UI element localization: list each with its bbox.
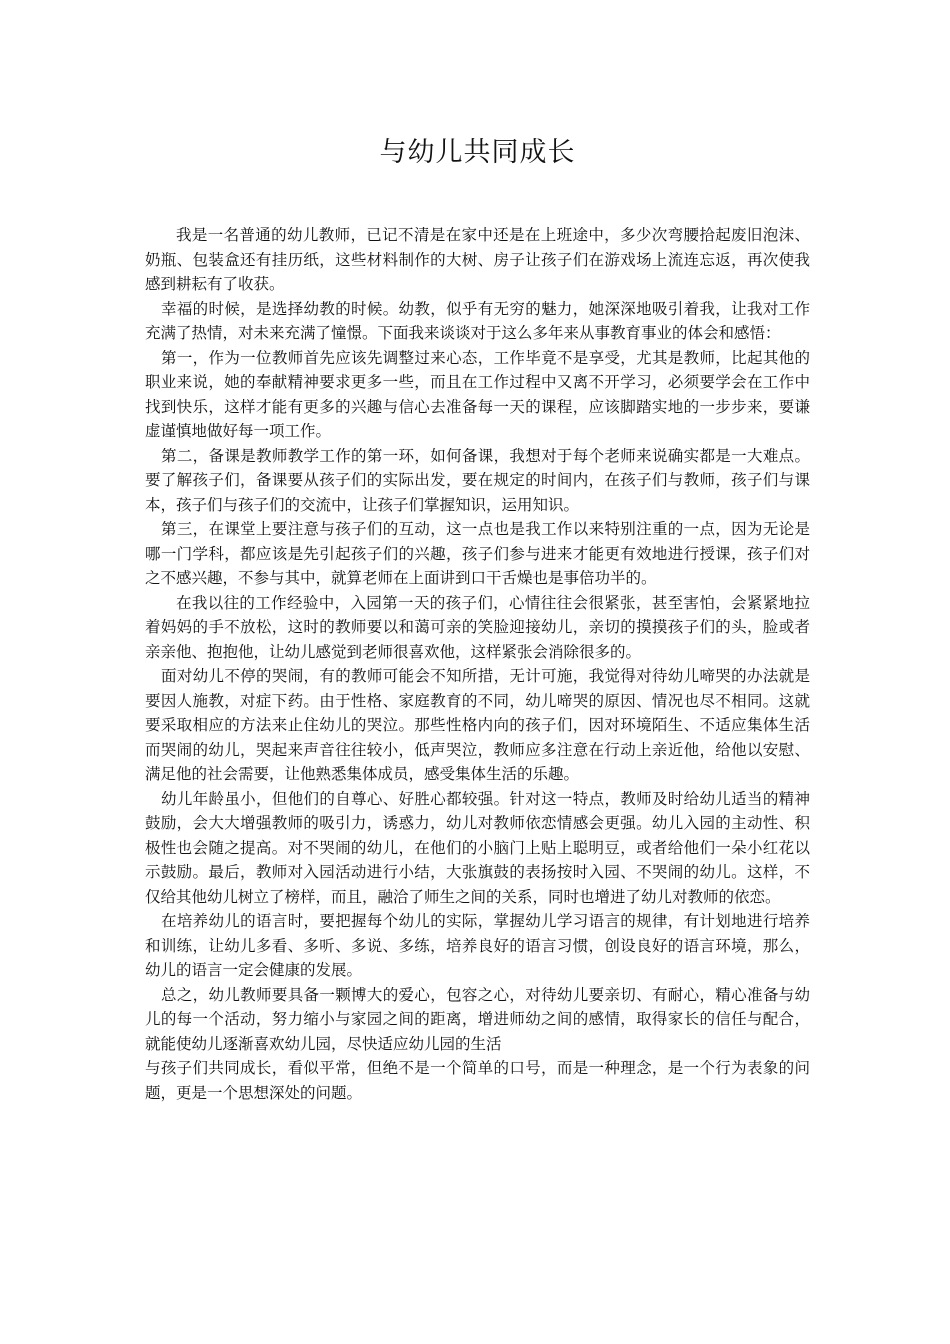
document-body bbox=[145, 223, 810, 1105]
paragraph-3: 第一，作为一位教师首先应该先调整过来心态，工作毕竟不是享受，尤其是教师，比起其他的职业来说，她的奉献精神要求更多一些，而且在工作过程中又离不开学习，必须要学会在工作中找到快乐，这样才能有更多的兴趣与信心去准备每一天的课程，应该脚踏实地的一步步来，要谦虚谨慎地做好每一项工作。 bbox=[145, 348, 810, 440]
paragraph-6: 在我以往的工作经验中，入园第一天的孩子们，心情往往会很紧张，甚至害怕，会紧紧地拉着妈妈的手不放松，这时的教师要以和蔼可亲的笑脸迎接幼儿，亲切的摸摸孩子们的头，脸或者亲亲他、抱抱他，让幼儿感觉到老师很喜欢他，这样紧张会消除很多的。 bbox=[145, 593, 810, 661]
paragraph-2: 幸福的时候，是选择幼教的时候。幼教，似乎有无穷的魅力，她深深地吸引着我，让我对工作充满了热情，对未来充满了憧憬。下面我来谈谈对于这么多年来从事教育事业的体会和感悟： bbox=[145, 299, 810, 342]
paragraph-11: 与孩子们共同成长，看似平常，但绝不是一个简单的口号，而是一种理念，是一个行为表象的问题，更是一个思想深处的问题。 bbox=[145, 1059, 810, 1102]
document-title: 与幼儿共同成长 bbox=[379, 137, 576, 168]
paragraph-7: 面对幼儿不停的哭闹，有的教师可能会不知所措，无计可施，我觉得对待幼儿啼哭的办法就是要因人施教，对症下药。由于性格、家庭教育的不同，幼儿啼哭的原因、情况也尽不相同。这就要采取相应的方法来止住幼儿的哭泣。那些性格内向的孩子们，因对环境陌生、不适应集体生活而哭闹的幼儿，哭起来声音往往较小，低声哭泣，教师应多注意在行动上亲近他，给他以安慰、满足他的社会需要，让他熟悉集体成员，感受集体生活的乐趣。 bbox=[145, 667, 810, 783]
paragraph-5: 第三，在课堂上要注意与孩子们的互动，这一点也是我工作以来特别注重的一点，因为无论是哪一门学科，都应该是先引起孩子们的兴趣，孩子们参与进来才能更有效地进行授课，孩子们对之不感兴趣，不参与其中，就算老师在上面讲到口干舌燥也是事倍功半的。 bbox=[145, 520, 810, 587]
paragraph-8: 幼儿年龄虽小，但他们的自尊心、好胜心都较强。针对这一特点，教师及时给幼儿适当的精神鼓励，会大大增强教师的吸引力，诱惑力，幼儿对教师依恋情感会更强。幼儿入园的主动性、积极性也会随之提高。对不哭闹的幼儿，在他们的小脑门上贴上聪明豆，或者给他们一朵小红花以示鼓励。最后，教师对入园活动进行小结，大张旗鼓的表扬按时入园、不哭闹的幼儿。这样，不仅给其他幼儿树立了榜样，而且，融洽了师生之间的关系，同时也增进了幼儿对教师的依恋。 bbox=[145, 789, 810, 906]
paragraph-10: 总之，幼儿教师要具备一颗博大的爱心，包容之心，对待幼儿要亲切、有耐心，精心准备与幼儿的每一个活动，努力缩小与家园之间的距离，增进师幼之间的感情，取得家长的信任与配合，就能使幼儿逐渐喜欢幼儿园，尽快适应幼儿园的生活 bbox=[145, 985, 810, 1053]
paragraph-1: 我是一名普通的幼儿教师，已记不清是在家中还是在上班途中，多少次弯腰拾起废旧泡沫、奶瓶、包装盒还有挂历纸，这些材料制作的大树、房子让孩子们在游戏场上流连忘返，再次使我感到耕耘有了收获。 bbox=[145, 226, 810, 293]
paragraph-9: 在培养幼儿的语言时，要把握每个幼儿的实际，掌握幼儿学习语言的规律，有计划地进行培养和训练，让幼儿多看、多听、多说、多练，培养良好的语言习惯，创设良好的语言环境，那么，幼儿的语言一定会健康的发展。 bbox=[145, 912, 810, 979]
paragraph-4: 第二，备课是教师教学工作的第一环，如何备课，我想对于每个老师来说确实都是一大难点。要了解孩子们，备课要从孩子们的实际出发，要在规定的时间内，在孩子们与教师，孩子们与课本，孩子们与孩子们的交流中，让孩子们掌握知识，运用知识。 bbox=[145, 446, 810, 514]
